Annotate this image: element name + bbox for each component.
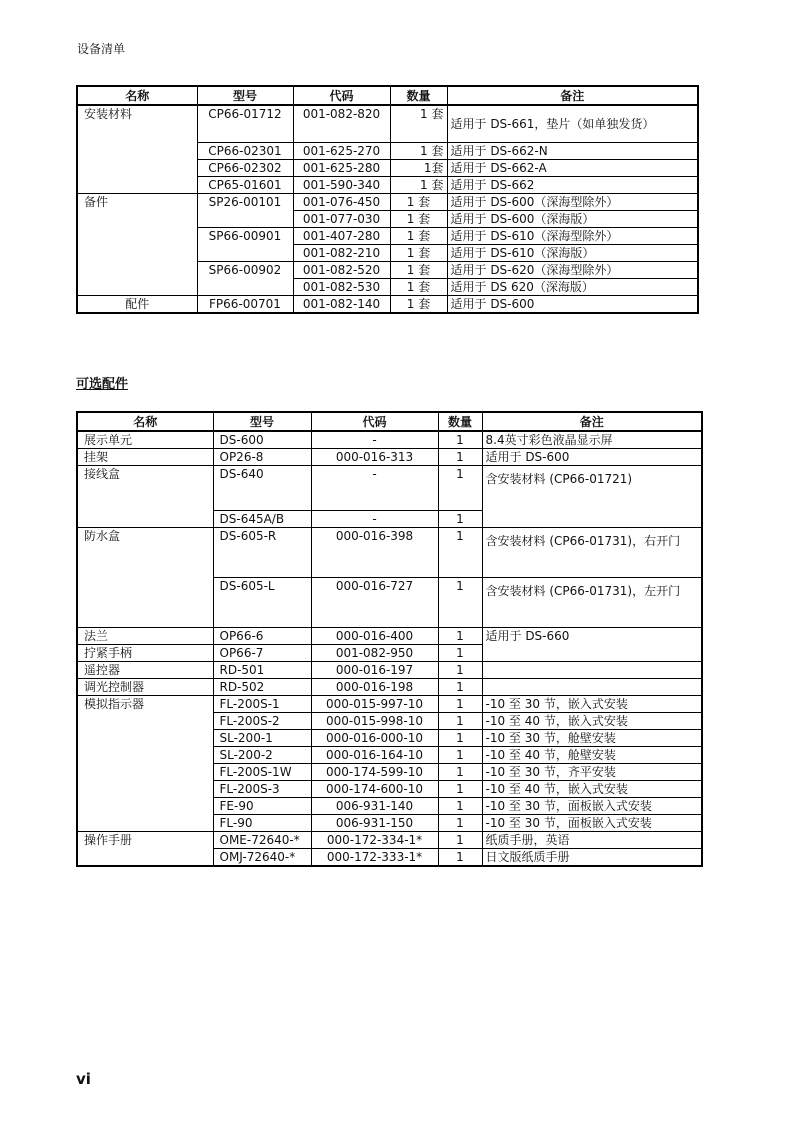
cell-name: 接线盒 [77,466,213,528]
cell-model: SL-200-2 [213,747,311,764]
cell-name: 模拟指示器 [77,696,213,832]
table-row [77,105,698,142]
cell-note: 适用于 DS-600 [482,449,702,466]
cell-name: 防水盒 [77,528,213,628]
cell-qty: 1 [438,781,482,798]
cell-model: CP65-01601 [197,176,293,193]
col-header-model: 型号 [213,412,311,431]
cell-code: 000-174-600-10 [311,781,438,798]
col-header-qty: 数量 [390,86,447,105]
installation-materials-table [76,85,699,314]
cell-code: 001-082-950 [311,645,438,662]
cell-qty: 1 [438,662,482,679]
cell-qty: 1 [438,713,482,730]
col-header-code: 代码 [311,412,438,431]
cell-qty: 1 [438,528,482,578]
cell-code: 000-016-164-10 [311,747,438,764]
cell-qty: 1 [438,798,482,815]
cell-qty: 1 套 [390,244,447,261]
cell-name: 挂架 [77,449,213,466]
cell-model: FE-90 [213,798,311,815]
cell-note: 适用于 DS-600（深海型除外） [447,193,698,210]
col-header-name: 名称 [77,86,197,105]
cell-code: 000-174-599-10 [311,764,438,781]
cell-qty: 1 [438,832,482,849]
table-row [77,832,702,849]
col-header-code: 代码 [293,86,390,105]
cell-code: 000-172-333-1* [311,849,438,867]
cell-note: -10 至 40 节，嵌入式安装 [482,713,702,730]
table-row [77,662,702,679]
cell-name: 配件 [77,295,197,313]
cell-code: 006-931-140 [311,798,438,815]
cell-model: FL-200S-3 [213,781,311,798]
cell-qty: 1 套 [390,261,447,278]
cell-code: 001-082-210 [293,244,390,261]
cell-note: 含安装材料 (CP66-01731)，左开门 [482,578,702,628]
cell-model: SP66-00901 [197,227,293,261]
cell-code: - [311,466,438,511]
table-row [77,431,702,449]
cell-qty: 1 套 [390,278,447,295]
cell-code: 000-016-313 [311,449,438,466]
cell-qty: 1 [438,679,482,696]
cell-qty: 1 [438,578,482,628]
cell-model: OP66-6 [213,628,311,645]
cell-code: 000-016-198 [311,679,438,696]
cell-qty: 1 [438,449,482,466]
cell-code: 000-016-000-10 [311,730,438,747]
cell-qty: 1 套 [390,295,447,313]
cell-qty: 1 [438,730,482,747]
running-header: 设备清单 [77,42,126,56]
cell-model: FP66-00701 [197,295,293,313]
cell-note: -10 至 30 节，面板嵌入式安装 [482,815,702,832]
cell-note [482,662,702,679]
col-header-note: 备注 [447,86,698,105]
cell-code: 001-082-530 [293,278,390,295]
col-header-model: 型号 [197,86,293,105]
cell-name: 备件 [77,193,197,295]
cell-note: 适用于 DS-662-A [447,159,698,176]
cell-code: 000-016-727 [311,578,438,628]
cell-model: DS-605-L [213,578,311,628]
table-row [77,628,702,645]
cell-qty: 1 [438,747,482,764]
cell-note: 适用于 DS-610（深海版） [447,244,698,261]
page-number: vi [76,1070,91,1088]
cell-code: 000-015-998-10 [311,713,438,730]
table-header-row [77,86,698,105]
cell-note: 含安装材料 (CP66-01721) [482,466,702,528]
table-header-row [77,412,702,431]
cell-note: -10 至 30 节，面板嵌入式安装 [482,798,702,815]
cell-qty: 1 [438,511,482,528]
cell-qty: 1 [438,764,482,781]
table-row [77,528,702,578]
cell-model: OMJ-72640-* [213,849,311,867]
cell-note: 适用于 DS-662 [447,176,698,193]
cell-model: OP26-8 [213,449,311,466]
cell-name: 调光控制器 [77,679,213,696]
cell-name: 拧紧手柄 [77,645,213,662]
cell-note: 8.4英寸彩色液晶显示屏 [482,431,702,449]
cell-code: 001-077-030 [293,210,390,227]
col-header-note: 备注 [482,412,702,431]
cell-model: RD-502 [213,679,311,696]
cell-model: DS-600 [213,431,311,449]
cell-note: 适用于 DS-660 [482,628,702,662]
cell-model: OP66-7 [213,645,311,662]
table-row [77,466,702,511]
cell-code: 001-625-280 [293,159,390,176]
cell-name: 安装材料 [77,105,197,193]
cell-model: OME-72640-* [213,832,311,849]
cell-model: DS-605-R [213,528,311,578]
cell-note: 含安装材料 (CP66-01731)，右开门 [482,528,702,578]
col-header-qty: 数量 [438,412,482,431]
cell-qty: 1 套 [390,193,447,210]
cell-code: 001-590-340 [293,176,390,193]
cell-qty: 1 套 [390,105,447,142]
cell-qty: 1 套 [390,210,447,227]
cell-note: 适用于 DS 620（深海版） [447,278,698,295]
cell-qty: 1 [438,696,482,713]
cell-note: 适用于 DS-620（深海型除外） [447,261,698,278]
cell-code: - [311,431,438,449]
cell-code: 000-016-398 [311,528,438,578]
cell-name: 操作手册 [77,832,213,867]
cell-qty: 1 [438,431,482,449]
cell-model: CP66-02301 [197,142,293,159]
table-row [77,696,702,713]
cell-qty: 1套 [390,159,447,176]
cell-note: -10 至 40 节，舱壁安装 [482,747,702,764]
cell-name: 遥控器 [77,662,213,679]
cell-code: 001-082-140 [293,295,390,313]
cell-code: 001-076-450 [293,193,390,210]
table-row [77,193,698,210]
table-row [77,449,702,466]
cell-qty: 1 套 [390,227,447,244]
cell-note: 适用于 DS-610（深海型除外） [447,227,698,244]
cell-qty: 1 套 [390,142,447,159]
cell-note: -10 至 30 节，舱壁安装 [482,730,702,747]
cell-qty: 1 [438,645,482,662]
cell-code: 000-172-334-1* [311,832,438,849]
cell-qty: 1 [438,628,482,645]
cell-model: CP66-02302 [197,159,293,176]
cell-note: 适用于 DS-662-N [447,142,698,159]
cell-model: DS-640 [213,466,311,511]
cell-code: - [311,511,438,528]
col-header-name: 名称 [77,412,213,431]
optional-accessories-table [76,411,703,867]
cell-note: 适用于 DS-600 [447,295,698,313]
cell-name: 展示单元 [77,431,213,449]
cell-note: -10 至 40 节，嵌入式安装 [482,781,702,798]
cell-code: 001-082-520 [293,261,390,278]
cell-qty: 1 [438,815,482,832]
table-row [77,679,702,696]
cell-note: 适用于 DS-600（深海版） [447,210,698,227]
table-row [77,295,698,313]
cell-model: CP66-01712 [197,105,293,142]
cell-code: 001-082-820 [293,105,390,142]
cell-model: SL-200-1 [213,730,311,747]
cell-qty: 1 套 [390,176,447,193]
cell-code: 001-407-280 [293,227,390,244]
cell-qty: 1 [438,849,482,867]
cell-code: 000-016-197 [311,662,438,679]
cell-model: FL-200S-1W [213,764,311,781]
cell-note: 适用于 DS-661，垫片（如单独发货） [447,105,698,142]
cell-model: SP66-00902 [197,261,293,295]
cell-model: DS-645A/B [213,511,311,528]
cell-name: 法兰 [77,628,213,645]
cell-code: 000-015-997-10 [311,696,438,713]
cell-note: -10 至 30 节，齐平安装 [482,764,702,781]
cell-code: 000-016-400 [311,628,438,645]
cell-note: 纸质手册，英语 [482,832,702,849]
cell-note [482,679,702,696]
cell-model: FL-200S-1 [213,696,311,713]
cell-note: 日文版纸质手册 [482,849,702,867]
cell-model: RD-501 [213,662,311,679]
cell-model: FL-200S-2 [213,713,311,730]
cell-qty: 1 [438,466,482,511]
cell-model: SP26-00101 [197,193,293,227]
section-title: 可选配件 [76,377,129,392]
cell-code: 006-931-150 [311,815,438,832]
cell-code: 001-625-270 [293,142,390,159]
cell-note: -10 至 30 节，嵌入式安装 [482,696,702,713]
cell-model: FL-90 [213,815,311,832]
